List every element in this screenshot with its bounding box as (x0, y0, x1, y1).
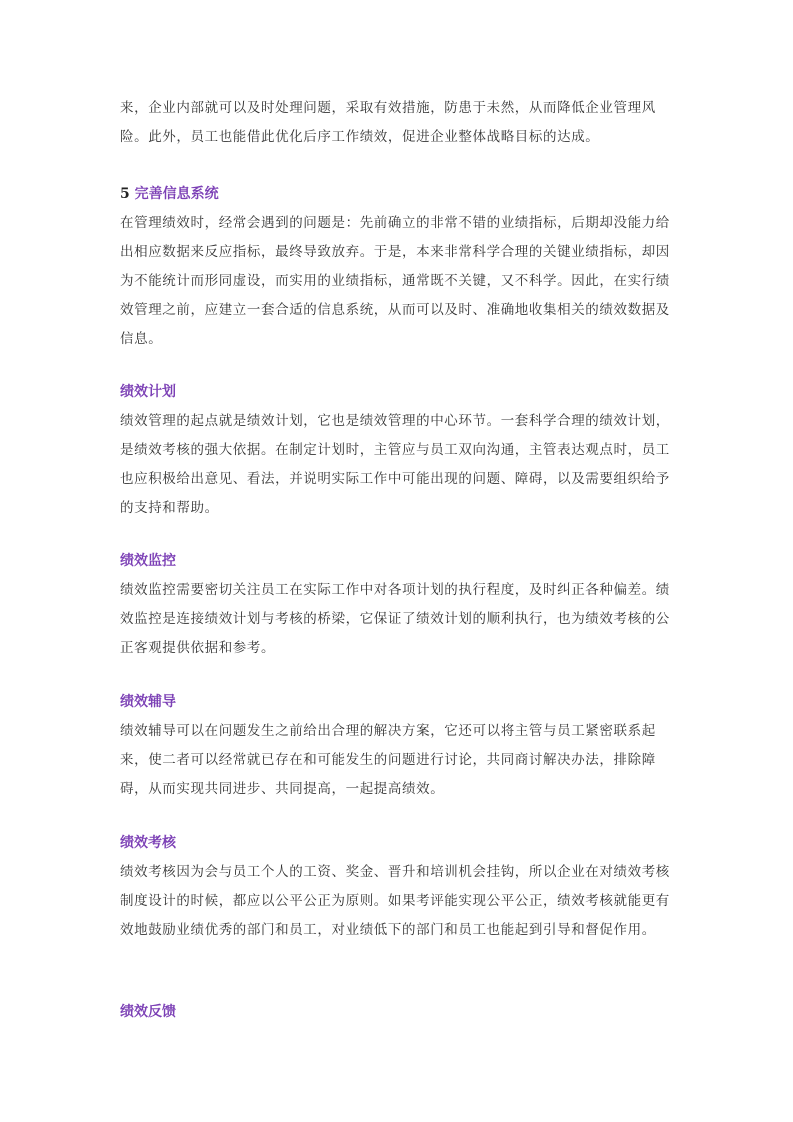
info-system-heading-text: 完善信息系统 (134, 186, 219, 202)
plan-heading: 绩效计划 (120, 384, 176, 400)
feedback-section (120, 998, 680, 1027)
assessment-section (120, 829, 680, 945)
monitor-paragraph: 绩效监控需要密切关注员工在实际工作中对各项计划的执行程度，及时纠正各种偏差。绩效监控是连接绩效计划与考核的桥梁，它保证了绩效计划的顺利执行，也为绩效考核的公正客观提供依据和参考。 (120, 582, 670, 656)
section-number: 5 (120, 186, 130, 202)
monitor-section (120, 547, 680, 663)
coaching-paragraph: 绩效辅导可以在问题发生之前给出合理的解决方案，它还可以将主管与员工紧密联系起来，使二者可以经常就已存在和可能发生的问题进行讨论，共同商讨解决办法，排除障碍，从而实现共同进步、共同提高，一起提高绩效。 (120, 723, 656, 797)
info-system-heading (120, 180, 680, 209)
assessment-paragraph: 绩效考核因为会与员工个人的工资、奖金、晋升和培训机会挂钩，所以企业在对绩效考核制度设计的时候，都应以公平公正为原则。如果考评能实现公平公正，绩效考核就能更有效地鼓励业绩优秀的部门和员工，对业绩低下的部门和员工也能起到引导和督促作用。 (120, 864, 670, 938)
feedback-heading: 绩效反馈 (120, 1004, 176, 1020)
info-system-section (120, 180, 680, 354)
monitor-heading: 绩效监控 (120, 553, 176, 569)
plan-paragraph: 绩效管理的起点就是绩效计划，它也是绩效管理的中心环节。一套科学合理的绩效计划，是绩效考核的强大依据。在制定计划时，主管应与员工双向沟通，主管表达观点时，员工也应积极给出意见、看法，并说明实际工作中可能出现的问题、障碍，以及需要组织给予的支持和帮助。 (120, 413, 670, 516)
coaching-heading: 绩效辅导 (120, 694, 176, 710)
plan-section (120, 378, 680, 523)
coaching-section (120, 688, 680, 804)
intro-paragraph: 来，企业内部就可以及时处理问题，采取有效措施，防患于未然，从而降低企业管理风险。此外，员工也能借此优化后序工作绩效，促进企业整体战略目标的达成。 (120, 100, 656, 145)
intro-section (120, 94, 680, 152)
info-system-paragraph: 在管理绩效时，经常会遇到的问题是：先前确立的非常不错的业绩指标，后期却没能力给出相应数据来反应指标，最终导致放弃。于是，本来非常科学合理的关键业绩指标，却因为不能统计而形同虚设，而实用的业绩指标，通常既不关键，又不科学。因此，在实行绩效管理之前，应建立一套合适的信息系统，从而可以及时、准确地收集相关的绩效数据及信息。 (120, 215, 670, 347)
assessment-heading: 绩效考核 (120, 835, 176, 851)
